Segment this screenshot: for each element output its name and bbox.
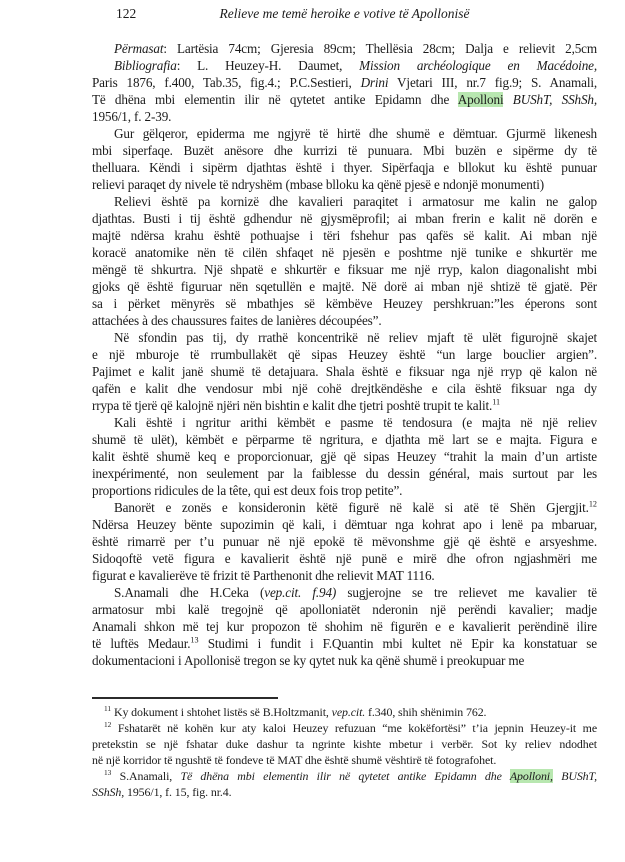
text-segment: e një mburoje të rrumbullakët që sipas Heuzey është “un large bouclier argien”.	[92, 347, 597, 362]
text-segment: S.Anamali dhe H.Ceka (	[114, 585, 265, 600]
text-line	[92, 482, 597, 499]
text-line	[92, 329, 597, 346]
text-segment: : L. Heuzey-H. Daumet,	[176, 58, 360, 73]
text-line	[92, 736, 597, 752]
text-line	[92, 142, 597, 159]
text-segment: Studimi i fundit i F.Quantin mbi kultet në Epir ka konstatuar se	[198, 636, 597, 651]
text-segment: në një korridor të ngushtë të fondeve të MAT dhe është shumë vështirë të fotografohet.	[92, 753, 497, 767]
text-line	[92, 261, 597, 278]
running-title: Relieve me temë heroike e votive të Apollonisë	[219, 6, 470, 21]
page-content	[92, 6, 597, 800]
paragraph	[92, 125, 597, 193]
page-header	[92, 6, 597, 23]
text-line	[92, 652, 597, 669]
text-segment: koracë anatomike nën të cilën shfaqet në pjesën e poshtme një tunike e shkurtër me	[92, 245, 597, 260]
text-segment: Ky dokument i shtohet listës së B.Holtzmanit,	[111, 705, 332, 719]
text-line	[92, 91, 597, 108]
text-line	[92, 74, 597, 91]
text-line	[92, 704, 597, 720]
text-segment: Gur gëlqeror, epiderma me ngjyrë të hirtë dhe shumë e dëmtuar. Gjurmë likenesh	[114, 126, 597, 141]
text-segment: djathtas. Busti i tij është gdhendur në gjysmëprofil; ai mban frerin e kalit në dorën e	[92, 211, 597, 226]
text-segment: Relievi është pa kornizë dhe kavalieri paraqitet i armatosur me kalin ne galop	[114, 194, 597, 209]
text-segment: BUShT, SShSh,	[512, 92, 597, 107]
text-line	[92, 40, 597, 57]
highlighted-text: Apolloni,	[509, 769, 553, 783]
footnote-ref: 12	[104, 720, 112, 730]
text-line	[92, 601, 597, 618]
text-segment: vep.cit.	[331, 705, 366, 719]
text-segment: Pajimet e kalit janë shumë të detajuara. Shala është e fiksuar nga një rryp që kalon në	[92, 364, 597, 379]
text-segment: rrypa të tjerë që kalojnë njëri nën bishtin e kalit dhe tjetri poshtë trupit te kalit.	[92, 398, 493, 413]
footnote	[92, 704, 597, 720]
paragraph	[92, 40, 597, 57]
text-segment: thelluara. Këndi i sipërm djathtas është i thyer. Sipërfaqja e bllokut ku është punuar	[92, 160, 597, 175]
text-segment: është rimarrë per t’u punuar në një epokë të mëvonshme gjë që është e arsyeshme.	[92, 534, 597, 549]
text-line	[92, 210, 597, 227]
text-line	[92, 516, 597, 533]
text-segment: BUShT,	[561, 769, 597, 783]
footnote-ref: 13	[190, 635, 199, 645]
document-body	[92, 40, 597, 669]
page-number: 122	[116, 6, 137, 21]
text-segment: majtë ndërsa krahu është pothuajse i tëri fshehur pas qafës së kalit. Ai mban një	[92, 228, 597, 243]
text-line	[92, 176, 597, 193]
text-line	[92, 312, 597, 329]
text-segment: Kali është i ngritur arithi këmbët e pasme të tendosura (e majta në një reliev	[114, 415, 597, 430]
text-segment: Vjetari III, nr.7 fig.9; S. Anamali,	[388, 75, 597, 90]
text-segment: mbi siperfaqe. Buzët anësore dhe kurrizi të punuara. Mbi buzën e sipërme dy të	[92, 143, 597, 158]
text-segment: figurat e kavalierëve të frizit të Parthenonit dhe relievit MAT 1116.	[92, 568, 435, 583]
text-segment: S.Anamali,	[111, 769, 181, 783]
footnote	[92, 768, 597, 800]
text-segment: Bibliografia	[114, 58, 177, 73]
text-segment: armatosur mbi kalë tregojnë që apolloniatët nderonin një perëndi kavalier; madje	[92, 602, 597, 617]
text-segment: f.340, shih shënimin 762.	[365, 705, 487, 719]
text-line	[92, 125, 597, 142]
text-segment: Fshatarët në kohën kur aty kaloi Heuzey refuzuan “me kokëfortësi” t’ia jepnin Heuzey-it me	[111, 721, 597, 735]
text-segment: shumë të ulët), këmbët e përparme të ngritura, e djathta më lart se e majta. Figura e	[92, 432, 597, 447]
text-line	[92, 414, 597, 431]
text-line	[92, 159, 597, 176]
text-segment: pretekstin se një fshatar duke dashur ta ngrinte kishte mbetur i verbër. Sot ky reliev ndodhet	[92, 737, 597, 751]
text-segment: vep.cit. f.94)	[264, 585, 337, 600]
footnotes	[92, 704, 597, 800]
text-segment: Drini	[360, 75, 389, 90]
footnote-ref: 12	[588, 499, 597, 509]
text-line	[92, 550, 597, 567]
text-segment: 1956/1, f. 2-39.	[92, 109, 172, 124]
text-line	[92, 768, 597, 784]
text-line	[92, 397, 597, 414]
paragraph	[92, 414, 597, 499]
highlighted-text: Apolloni	[457, 92, 504, 107]
text-line	[92, 752, 597, 768]
text-line	[92, 584, 597, 601]
text-line	[92, 618, 597, 635]
text-segment: Në sfondin pas tij, dy rrathë koncentrikë në reliev mjaft të ulët figurojnë skajet	[114, 330, 597, 345]
text-segment: Anamali shkon më tej kur propozon të shohim në figurën e e kavalierit perëndinë ilire	[92, 619, 597, 634]
text-segment	[553, 769, 561, 783]
text-segment: Paris 1876, f.400, Tab.35, fig.4.; P.C.Sestieri,	[92, 75, 361, 90]
paragraph	[92, 584, 597, 669]
text-line	[92, 227, 597, 244]
text-line	[92, 244, 597, 261]
text-line	[92, 499, 597, 516]
text-segment: Ndërsa Heuzey bënte supozimin që kali, i dëmtuar nga kohrat apo i lenë pa mbaruar,	[92, 517, 597, 532]
text-line	[92, 431, 597, 448]
footnote-separator	[92, 697, 278, 699]
footnote-ref: 11	[492, 397, 501, 407]
text-segment: proportions ridicules de la tête, qui est deux fois trop petite”.	[92, 483, 403, 498]
text-segment: qafën e kalit dhe vendosur mbi një cohë drejtkëndëshe e cila është fiksuar nga dy	[92, 381, 597, 396]
text-segment: sa i përket mënyrës së mbathjes së këmbëve Heuzey pershkruan:”les éperons sont	[92, 296, 597, 311]
text-line	[92, 380, 597, 397]
text-segment: dokumentacioni i Apollonisë tregon se ky qytet nuk ka qënë shumë i preokupuar me	[92, 653, 525, 668]
text-segment	[503, 92, 512, 107]
text-segment: SShSh,	[92, 785, 125, 799]
text-segment: të luftës Medaur.	[92, 636, 191, 651]
text-line	[92, 278, 597, 295]
text-line	[92, 784, 597, 800]
text-line	[92, 567, 597, 584]
text-segment: kalit është shumë keq e proporcionuar, gjë që sipas Heuzey “trahit la main d’un artiste	[92, 449, 597, 464]
paragraph	[92, 57, 597, 125]
text-segment: Përmasat	[114, 41, 164, 56]
footnote-ref: 13	[104, 768, 112, 778]
text-segment: sugjerojne se tre relievet me kavalier të	[336, 585, 597, 600]
text-line	[92, 363, 597, 380]
text-segment: gjoks që është figuruar nën sqetullën e majtë. Në dorë ai mban një shtizë të gjatë. Për	[92, 279, 597, 294]
text-line	[92, 295, 597, 312]
text-segment: Sidoqoftë vetë figura e kavalierit është një punë e mirë dhe ofron ngjashmëri me	[92, 551, 597, 566]
text-segment: relievi paraqet dy nivele të ndryshëm (mbase blloku ka qënë pjesë e ndonjë monumenti)	[92, 177, 544, 192]
text-segment: Banorët e zonës e konsideronin këtë figurë në kalë si atë të Shën Gjergjit.	[114, 500, 589, 515]
text-segment: Të dhëna mbi elementin ilir në qytetet antike Epidamn dhe	[92, 92, 458, 107]
text-segment: inexpérimenté, non seulement par la faiblesse du dessin général, mais surtout par les	[92, 466, 597, 481]
text-segment: Të dhëna mbi elementin ilir në qytetet antike Epidamn dhe	[180, 769, 510, 783]
text-segment: Mission archéologique en Macédoine,	[359, 58, 597, 73]
text-segment: attachées à des chaussures faites de lanières découpées”.	[92, 313, 382, 328]
text-line	[92, 448, 597, 465]
footnote	[92, 720, 597, 768]
text-line	[92, 193, 597, 210]
paragraph	[92, 499, 597, 584]
text-line	[92, 720, 597, 736]
text-line	[92, 635, 597, 652]
paragraph	[92, 329, 597, 414]
text-segment: : Lartësia 74cm; Gjeresia 89cm; Thellësia 28cm; Dalja e relievit 2,5cm	[163, 41, 597, 56]
text-segment: 1956/1, f. 15, fig. nr.4.	[124, 785, 232, 799]
paragraph	[92, 193, 597, 329]
footnote-ref: 11	[104, 704, 112, 714]
text-line	[92, 108, 597, 125]
text-segment: mëngë të shkurtra. Një shpatë e shkurtër e fiksuar me një rryp, kalon diagonalisht mbi	[92, 262, 597, 277]
text-line	[92, 346, 597, 363]
text-line	[92, 57, 597, 74]
text-line	[92, 465, 597, 482]
text-line	[92, 533, 597, 550]
